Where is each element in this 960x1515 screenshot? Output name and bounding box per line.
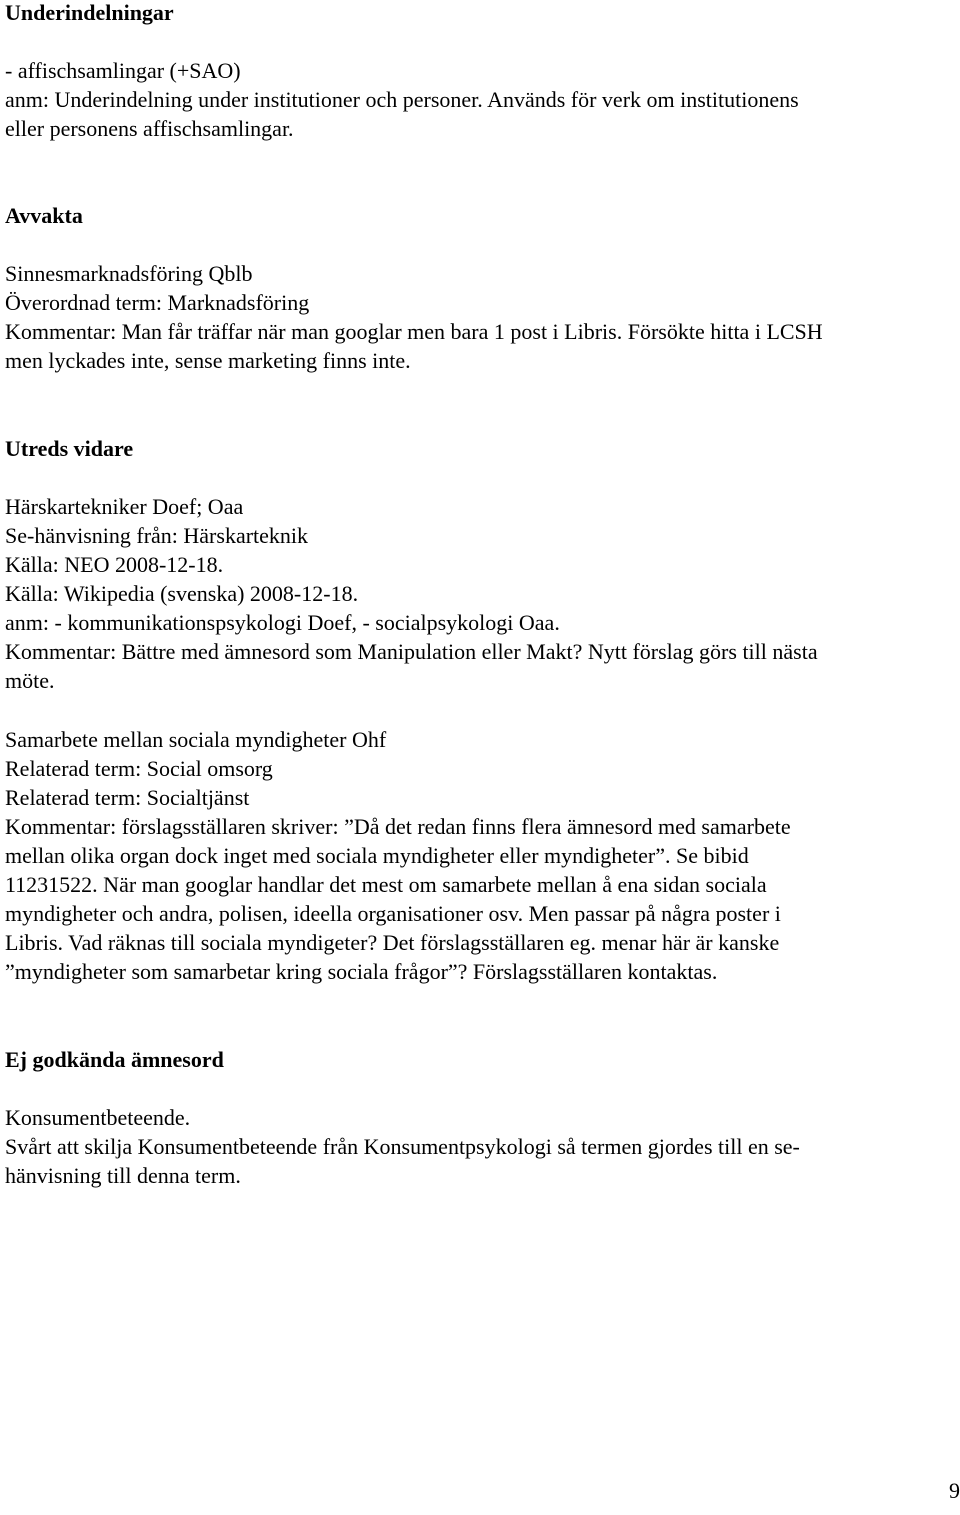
- text-line: Överordnad term: Marknadsföring: [5, 290, 310, 315]
- text-line: Källa: NEO 2008-12-18.: [5, 552, 224, 577]
- text-line: mellan olika organ dock inget med sociala myndigheter eller myndigheter”. Se bibid: [5, 843, 749, 868]
- text-line: Härskartekniker Doef; Oaa: [5, 494, 244, 519]
- text-line: hänvisning till denna term.: [5, 1163, 241, 1188]
- text-line: Svårt att skilja Konsumentbeteende från Konsumentpsykologi så termen gjordes till en se-: [5, 1134, 800, 1159]
- text-line: Sinnesmarknadsföring Qblb: [5, 261, 253, 286]
- entry-samarbete: [5, 725, 791, 986]
- entry-harskartekniker: [5, 492, 818, 695]
- text-line: Konsumentbeteende.: [5, 1105, 191, 1130]
- text-line: anm: Underindelning under institutioner och personer. Används för verk om institutionens: [5, 87, 799, 112]
- text-line: men lyckades inte, sense marketing finns inte.: [5, 348, 411, 373]
- heading-underindelningar: Underindelningar: [5, 0, 174, 25]
- text-line: Samarbete mellan sociala myndigheter Ohf: [5, 727, 387, 752]
- heading-utreds-vidare: Utreds vidare: [5, 436, 134, 461]
- text-line: ”myndigheter som samarbetar kring sociala frågor”? Förslagsställaren kontaktas.: [5, 959, 718, 984]
- text-line: Se-hänvisning från: Härskarteknik: [5, 523, 309, 548]
- section-ej-godkanda: [5, 1103, 800, 1190]
- heading-ej-godkanda: Ej godkända ämnesord: [5, 1047, 224, 1072]
- text-line: 11231522. När man googlar handlar det mest om samarbete mellan å ena sidan sociala: [5, 872, 767, 897]
- heading-avvakta: Avvakta: [5, 203, 83, 228]
- text-line: Kommentar: förslagsställaren skriver: ”Då det redan finns flera ämnesord med samarbete: [5, 814, 791, 839]
- text-line: Källa: Wikipedia (svenska) 2008-12-18.: [5, 581, 359, 606]
- page-number: 9: [949, 1478, 960, 1503]
- text-line: Kommentar: Bättre med ämnesord som Manipulation eller Makt? Nytt förslag görs till nästa: [5, 639, 818, 664]
- text-line: Kommentar: Man får träffar när man googlar men bara 1 post i Libris. Försökte hitta i LCSH: [5, 319, 823, 344]
- text-line: - affischsamlingar (+SAO): [5, 58, 241, 83]
- text-line: Relaterad term: Social omsorg: [5, 756, 273, 781]
- text-line: eller personens affischsamlingar.: [5, 116, 294, 141]
- section-underindelningar: [5, 56, 799, 143]
- text-line: Libris. Vad räknas till sociala myndigeter? Det förslagsställaren eg. menar här är kanske: [5, 930, 780, 955]
- text-line: Relaterad term: Socialtjänst: [5, 785, 250, 810]
- text-line: möte.: [5, 668, 55, 693]
- text-line: myndigheter och andra, polisen, ideella organisationer osv. Men passar på några poster i: [5, 901, 781, 926]
- section-avvakta: [5, 259, 823, 375]
- text-line: anm: - kommunikationspsykologi Doef, - socialpsykologi Oaa.: [5, 610, 560, 635]
